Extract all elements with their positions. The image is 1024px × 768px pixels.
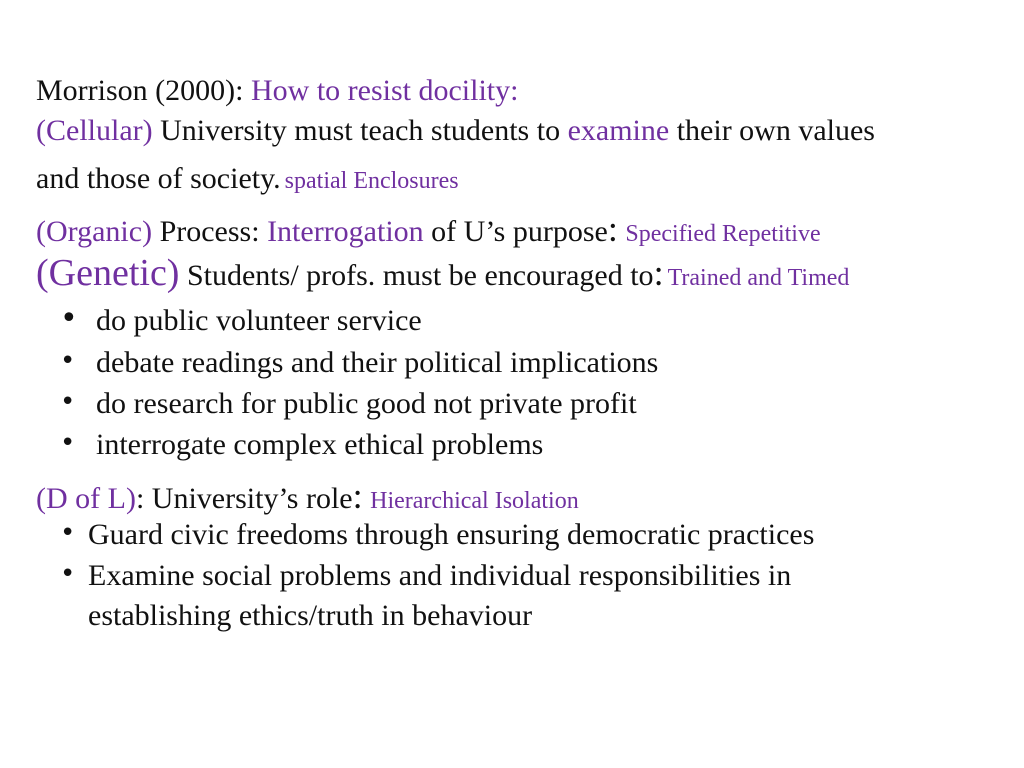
trained-and-timed-note: Trained and Timed <box>667 265 850 291</box>
cellular-text-end: their own values <box>669 114 875 147</box>
society-line <box>36 164 459 194</box>
organic-text: Process: <box>152 215 268 248</box>
title-accent: How to resist docility: <box>250 74 519 107</box>
genetic-bullet-3: do research for public good not private profit <box>96 387 637 420</box>
dol-line <box>36 478 579 514</box>
dol-bullet-1: Guard civic freedoms through ensuring democratic practices <box>88 518 815 551</box>
genetic-label: (Genetic) <box>36 252 180 294</box>
organic-interrogation: Interrogation <box>267 215 424 248</box>
dol-text: : University’s role <box>135 482 353 515</box>
cellular-examine: examine <box>567 114 670 147</box>
cellular-line <box>36 116 875 146</box>
organic-text-end: of U’s purpose <box>423 215 608 248</box>
genetic-bullet-4: interrogate complex ethical problems <box>96 428 544 461</box>
cellular-text: University must teach students to <box>152 114 568 147</box>
genetic-colon: : <box>653 253 664 293</box>
organic-label: (Organic) <box>36 215 153 248</box>
dol-label: (D of L) <box>36 482 136 515</box>
dol-colon: : <box>352 476 363 516</box>
genetic-line <box>36 254 849 292</box>
bullet-icon: • <box>60 301 78 336</box>
bullet-icon: • <box>60 518 76 548</box>
dol-bullet-2-cont: establishing ethics/truth in behaviour <box>88 599 533 632</box>
organic-colon: : <box>607 209 618 249</box>
specified-repetitive-note: Specified Repetitive <box>625 221 821 247</box>
genetic-text: Students/ profs. must be encouraged to <box>179 259 654 292</box>
society-text: and those of society. <box>36 162 281 195</box>
genetic-bullet-2: debate readings and their political implications <box>96 346 659 379</box>
cellular-label: (Cellular) <box>36 114 153 147</box>
bullet-icon: • <box>60 346 76 376</box>
organic-line <box>36 211 821 247</box>
hierarchical-isolation-note: Hierarchical Isolation <box>370 488 579 514</box>
spatial-enclosures-note: spatial Enclosures <box>284 168 459 194</box>
title-lead: Morrison (2000): <box>36 74 251 107</box>
bullet-icon: • <box>60 559 76 589</box>
genetic-bullet-1: do public volunteer service <box>96 304 422 337</box>
dol-bullet-2: Examine social problems and individual responsibilities in <box>88 559 792 592</box>
title-line <box>36 76 518 106</box>
list-item-continuation <box>88 601 532 631</box>
bullet-icon: • <box>60 428 76 458</box>
bullet-icon: • <box>60 387 76 417</box>
